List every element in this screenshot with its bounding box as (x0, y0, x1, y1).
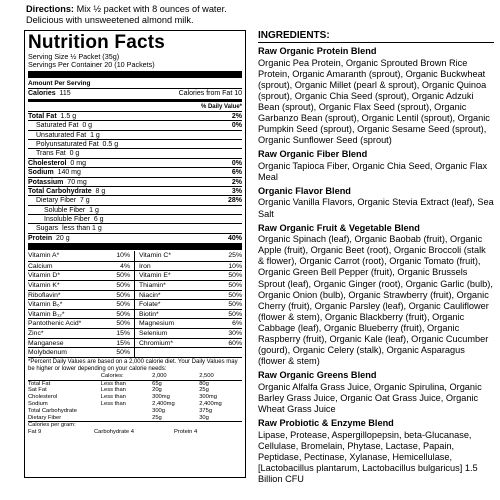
reference-cell: 25g (199, 387, 209, 394)
nutrient-label (28, 187, 105, 195)
ingredient-section-text: Organic Spinach (leaf), Organic Baobab (fruit), Organic Apple (fruit), Organic Beet (root), Organic Broccoli (stalk & flower), Organic Carrot (root), Organic Tomato (fruit), Organic Green Bell Pepper (fruit), Organic Brussels Sprout (leaf), Organic Ginger (root), Organic Garlic (bulb), Organic Onion (bulb), Organic Strawberry (fruit), Organic Cherry (fruit), Organic Parsley (leaf), Organic Cauliflower (flower & stem), Organic Blackberry (fruit), Organic Cabbage (leaf), Organic Blueberry (fruit), Organic Raspberry (fruit), Organic Kale (leaf), Organic Cucumber (gourd), Organic Celery (stalk), Organic Asparagus (flower & stem) (258, 234, 493, 367)
reference-cell: 65g (152, 380, 199, 387)
vitamin-dv: 50% (116, 349, 130, 357)
reference-row (28, 408, 242, 415)
nutrient-label (28, 168, 81, 176)
servings-per-container: Servings Per Container 20 (10 Packets) (28, 60, 155, 70)
footnote: *Percent Daily Values are based on a 2,000 calorie diet. Your Daily Values may be higher or lower depending on your calorie needs: (28, 357, 242, 373)
reference-row (28, 387, 242, 394)
vitamin-name: Molybdenum (28, 349, 67, 357)
reference-cell: 300g (152, 407, 166, 414)
nutrient-label (28, 121, 92, 129)
nutrient-label (28, 206, 99, 214)
vitamin-name: Magnesium (139, 320, 175, 328)
vitamin-name: Selenium (139, 330, 168, 338)
reference-cell: Less than (101, 380, 152, 387)
vitamin-cell (135, 290, 242, 300)
vitamin-name: Iron (139, 262, 151, 270)
vitamin-dv: 50% (116, 320, 130, 328)
reference-row (28, 415, 242, 422)
vitamin-dv: 15% (116, 330, 130, 338)
nutrient-row (28, 158, 242, 167)
ingredient-section-text: Organic Pea Protein, Organic Sprouted Brown Rice Protein, Organic Amaranth (sprout), Organic Buckwheat (sprout), Organic Millet (pearl & sprout), Organic Quinoa (sprout), Organic Chia Seed (sprout), Organic Adzuki Bean (sprout), Organic Flax Seed (sprout), Organic Garbanzo Bean (sprout), Organic Lentil (sprout), Organic Pumpkin Seed (sprout), Organic Sesame Seed (sprout), Organic Sunflower Seed (sprout) (258, 57, 490, 146)
vitamin-cell (135, 280, 242, 290)
reference-cell: Sodium (28, 400, 48, 407)
cal-fat: Fat 9 (28, 429, 42, 436)
ingredients-heading: INGREDIENTS: (258, 30, 494, 43)
nutrient-rows (28, 111, 242, 242)
nutrient-name: Unsaturated Fat (36, 131, 87, 139)
vitamin-dv: 6% (232, 320, 242, 328)
nutrient-amount: 8 g (95, 187, 106, 195)
reference-cell: 80g (199, 380, 242, 387)
directions-label: Directions: (26, 4, 74, 14)
nutrient-row (28, 130, 242, 139)
reference-cell (28, 373, 101, 380)
ingredient-section (258, 223, 494, 368)
vitamin-dv: 50% (228, 310, 242, 318)
vitamin-cell (28, 280, 135, 290)
nutrient-amount: 140 mg (57, 169, 81, 177)
reference-table (28, 373, 242, 422)
vitamin-name: Riboflavin* (28, 291, 61, 299)
reference-cell: Calories: (100, 372, 124, 379)
vitamin-name: Biotin* (139, 310, 159, 318)
nutrient-name: Sodium (28, 169, 54, 177)
nutrient-amount: less than 1 g (62, 225, 102, 233)
vitamin-cell (28, 309, 135, 319)
nutrient-amount: 20 g (56, 234, 70, 242)
nutrient-dv: 2% (231, 112, 242, 120)
nutrient-name: Cholesterol (28, 159, 67, 167)
reference-cell: Less than (100, 394, 126, 401)
nutrient-amount: 0 mg (70, 159, 86, 167)
vitamin-cell (135, 261, 242, 271)
nutrient-label (28, 140, 118, 148)
ingredient-section-title: Raw Organic Greens Blend (258, 370, 377, 381)
nutrient-amount: 1.5 g (60, 112, 77, 120)
vitamin-dv: 50% (228, 272, 242, 280)
nutrient-amount: 7 g (79, 197, 90, 205)
reference-cell: 2,500 (199, 372, 214, 379)
reference-cell: Less than (100, 387, 126, 394)
nutrient-amount: 0 g (69, 150, 80, 158)
nutrient-name: Dietary Fiber (36, 197, 77, 205)
reference-cell: 300mg (199, 394, 217, 401)
vitamin-dv: 50% (228, 282, 242, 290)
nutrient-dv: 28% (227, 197, 242, 205)
nutrient-amount: 6 g (93, 216, 104, 224)
nutrient-dv: 0% (231, 122, 242, 130)
nutrient-row (28, 195, 242, 204)
reference-row (28, 401, 242, 408)
nutrient-row (28, 223, 242, 232)
vitamin-cell (135, 251, 242, 261)
reference-cell: 300mg (152, 394, 170, 401)
vitamin-name: Thiamin* (139, 282, 166, 290)
vitamin-cell (135, 338, 242, 348)
nutrient-dv: 2% (231, 178, 242, 186)
vitamin-dv: 60% (228, 339, 242, 347)
directions-line2: Delicious with unsweetened almond milk. (26, 15, 194, 25)
vitamin-grid (28, 251, 242, 357)
ingredient-section-title: Raw Organic Fruit & Vegetable Blend (258, 222, 420, 233)
nutrient-row (28, 233, 242, 242)
calories-value: 115 (59, 90, 71, 98)
nutrient-name: Saturated Fat (36, 122, 79, 130)
vitamin-name: Chromium* (139, 339, 173, 347)
calories-from-fat: Calories from Fat 10 (178, 90, 242, 98)
vitamin-cell (28, 270, 135, 280)
vitamin-cell (135, 318, 242, 328)
nutrient-dv: 3% (231, 187, 242, 195)
calories-row (28, 88, 242, 97)
amount-per-serving: Amount Per Serving (28, 79, 91, 87)
reference-cell (101, 415, 152, 422)
vitamin-cell (28, 318, 135, 328)
nutrient-dv: 0% (231, 159, 242, 167)
nutrient-label (28, 234, 70, 242)
reference-row (28, 394, 242, 401)
ingredient-section-title: Raw Organic Fiber Blend (258, 149, 368, 160)
vitamin-cell (28, 261, 135, 271)
reference-cell: Less than (100, 400, 126, 407)
nutrient-name: Polyunsaturated Fat (36, 140, 99, 148)
nutrient-name: Trans Fat (36, 150, 66, 158)
nutrient-name: Total Fat (28, 112, 57, 120)
reference-cell: Cholesterol (28, 394, 58, 401)
divider (28, 99, 242, 102)
nutrient-row (28, 177, 242, 186)
reference-cell: Total Fat (28, 380, 101, 387)
vitamin-dv: 15% (116, 339, 130, 347)
reference-cell: 2,000 (152, 372, 167, 379)
directions (26, 4, 246, 26)
nutrient-label (28, 131, 100, 139)
vitamin-cell (28, 251, 135, 261)
vitamin-name: Zinc* (28, 330, 44, 338)
vitamin-cell (28, 347, 135, 357)
nutrient-name: Protein (28, 234, 53, 242)
calories-label: Calories (28, 90, 56, 98)
ingredient-section (258, 186, 494, 220)
vitamin-dv: 50% (116, 310, 130, 318)
vitamin-cell (28, 290, 135, 300)
vitamin-cell (135, 270, 242, 280)
vitamin-dv: 50% (228, 301, 242, 309)
nutrient-amount: 1 g (89, 206, 99, 214)
nutrient-row (28, 167, 242, 176)
nutrient-row (28, 148, 242, 157)
divider (28, 243, 242, 250)
ingredient-sections (258, 46, 494, 485)
nutrient-row (28, 214, 242, 223)
vitamin-name: Vitamin K* (28, 282, 60, 290)
vitamin-name: Calcium (28, 262, 53, 270)
reference-cell: Dietary Fiber (28, 414, 62, 421)
ingredient-section-text: Lipase, Protease, Aspergillopepsin, beta-Glucanase, Cellulase, Bromelain, Phytase, Lactase, Papain, Peptidase, Pectinase, Xylanase, Hemicellulase, [Lactobacillus plantarum, Lactobacillus bulgaricus] 1.5 Billion CFU (258, 429, 478, 484)
vitamin-cell (135, 347, 242, 357)
cal-protein: Protein 4 (174, 429, 198, 436)
ingredient-section-title: Raw Organic Protein Blend (258, 46, 377, 56)
vitamin-name: Niacin* (139, 291, 161, 299)
nutrient-row (28, 120, 242, 129)
ingredient-section-title: Raw Probiotic & Enzyme Blend (258, 418, 394, 429)
ingredient-section (258, 418, 494, 485)
nutrient-name: Insoluble Fiber (44, 216, 90, 224)
vitamin-dv: 50% (116, 291, 130, 299)
nutrient-row (28, 111, 242, 120)
nutrient-label (28, 112, 76, 120)
vitamin-cell (135, 328, 242, 338)
nutrient-amount: 0 g (82, 122, 93, 130)
reference-cell: 2,400mg (152, 400, 175, 407)
ingredient-section (258, 149, 494, 183)
vitamin-cell (28, 299, 135, 309)
vitamin-name: Vitamin B₁₂* (28, 310, 65, 318)
nutrient-label (28, 196, 90, 204)
vitamin-dv: 4% (120, 262, 130, 270)
vitamin-name: Vitamin A* (28, 252, 60, 260)
vitamin-dv: 30% (228, 330, 242, 338)
vitamin-dv: 25% (228, 252, 242, 260)
divider (28, 71, 242, 78)
calories-per-gram (28, 421, 242, 436)
nutrient-dv: 40% (227, 234, 242, 242)
ingredient-section-text: Organic Tapioca Fiber, Organic Chia Seed, Organic Flax Meal (258, 160, 488, 182)
vitamin-cell (28, 338, 135, 348)
ingredient-section-title: Organic Flavor Blend (258, 185, 351, 196)
reference-cell: 25g (152, 414, 162, 421)
reference-cell: Total Carbohydrate (28, 407, 77, 414)
nutrient-label (28, 159, 86, 167)
vitamin-name: Vitamin C* (139, 252, 171, 260)
nutrient-label (28, 149, 79, 157)
vitamin-dv: 50% (116, 282, 130, 290)
reference-cell: 375g (199, 407, 213, 414)
vitamin-dv: 10% (228, 262, 242, 270)
cal-carb: Carbohydrate 4 (94, 429, 134, 436)
nutrient-row (28, 205, 242, 214)
ingredient-section-text: Organic Vanilla Flavors, Organic Stevia Extract (leaf), Sea Salt (258, 197, 494, 219)
vitamin-cell (135, 309, 242, 319)
serving-size: Serving Size ½ Packet (35g) (28, 52, 120, 61)
vitamin-name: Vitamin E* (139, 272, 171, 280)
nutrient-amount: 1 g (90, 131, 100, 139)
directions-line1: Mix ½ packet with 8 ounces of water. (76, 4, 227, 14)
nutrient-name: Potassium (28, 178, 64, 186)
vitamin-name: Folate* (139, 301, 161, 309)
nutrition-title: Nutrition Facts (28, 32, 166, 53)
ingredient-section (258, 370, 494, 415)
nutrient-row (28, 186, 242, 195)
vitamin-name: Vitamin B₆* (28, 301, 63, 309)
nutrient-name: Sugars (36, 225, 59, 233)
nutrient-dv: 6% (231, 169, 242, 177)
nutrient-label (28, 215, 104, 223)
vitamin-dv: 50% (116, 272, 130, 280)
ingredient-section (258, 46, 494, 146)
reference-row (28, 373, 242, 380)
vitamin-dv: 10% (116, 252, 130, 260)
daily-value-header: % Daily Value* (200, 103, 242, 110)
vitamin-cell (28, 328, 135, 338)
vitamin-name: Vitamin D* (28, 272, 60, 280)
nutrition-facts-panel (24, 30, 246, 478)
nutrient-name: Total Carbohydrate (28, 187, 92, 195)
vitamin-name: Pantothenic Acid* (28, 320, 82, 328)
nutrient-amount: 0.5 g (102, 140, 119, 148)
reference-row (28, 380, 242, 387)
vitamin-dv: 50% (116, 301, 130, 309)
reference-cell: 2,400mg (199, 400, 222, 407)
reference-cell: 30g (199, 414, 209, 421)
ingredients-panel (258, 30, 494, 485)
nutrient-row (28, 139, 242, 148)
cal-per-gram-label: Calories per gram: (28, 422, 76, 429)
nutrient-label (28, 224, 102, 232)
nutrient-name: Soluble Fiber (44, 206, 86, 214)
nutrient-amount: 70 mg (67, 178, 87, 186)
reference-cell (101, 408, 152, 415)
reference-cell: 20g (152, 387, 162, 394)
vitamin-name: Manganese (28, 339, 64, 347)
ingredient-section-text: Organic Alfalfa Grass Juice, Organic Spirulina, Organic Barley Grass Juice, Organic Oat Grass Juice, Organic Wheat Grass Juice (258, 381, 482, 414)
vitamin-dv: 50% (228, 291, 242, 299)
nutrient-label (28, 178, 87, 186)
vitamin-cell (135, 299, 242, 309)
reference-cell: Sat Fat (28, 387, 47, 394)
